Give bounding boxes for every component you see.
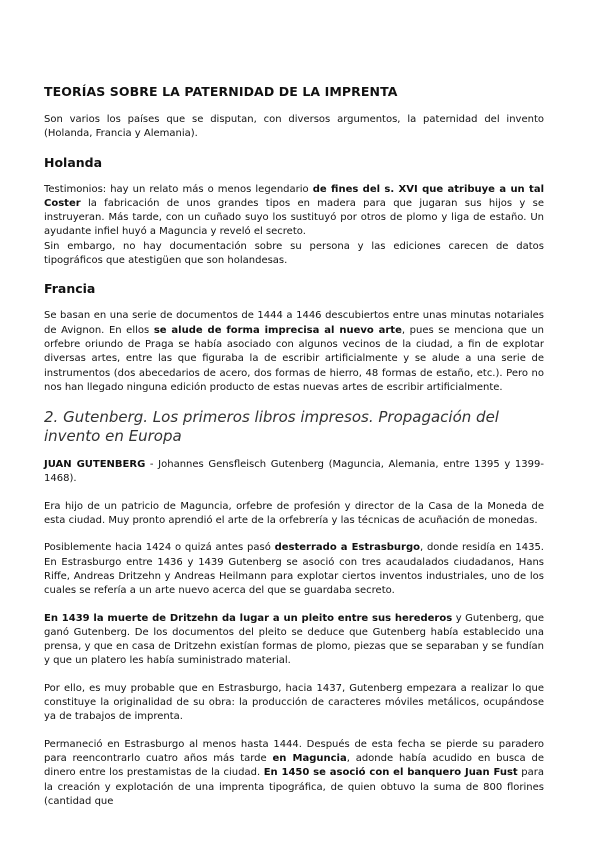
text-run: Testimonios: hay un relato más o menos legendario [44,183,313,195]
text-run: Posiblemente hacia 1424 o quizá antes pasó [44,542,275,554]
francia-paragraph [44,309,544,395]
bold-run: se alude de forma imprecisa al nuevo arte [153,324,402,336]
text-run: , pues se menciona que un orfebre oriundo de Praga se había asociado con algunos vecinos de la ciudad, a fin de explotar diversas artes, entre las que figuraba la de escribir artificialmente y se alude a una serie de instrumentos (dos abecedarios de acero, dos formas de hierro, 48 formas de estaño, etc.). Pero no nos han llegado ninguna edición producto de estas nuevas artes de escribir artificialmente. [44,324,544,393]
gutenberg-paragraph-4 [44,612,544,669]
gutenberg-paragraph-5: Por ello, es muy probable que en Estrasburgo, hacia 1437, Gutenberg empezara a realizar lo que constituye la originalidad de su obra: la producción de caracteres móviles metálicos, ocupándose ya de trabajos de imprenta. [44,682,544,723]
holanda-paragraph-2: Sin embargo, no hay documentación sobre su persona y las ediciones carecen de datos tipográficos que atestigüen que son holandesas. [44,240,544,267]
bold-run: de fines del s. XVI que atribuye a un tal Coster [44,183,545,209]
text-run: - Johannes Gensfleisch Gutenberg (Maguncia, Alemania, entre 1395 y 1399-1468). [44,459,544,485]
document-content [44,84,544,822]
bold-run: En 1439 la muerte de Dritzehn da lugar a un pleito entre sus herederos [44,612,453,624]
text-run: la fabricación de unos grandes tipos en madera para que jugaran sus hijos y se instruyeran. Más tarde, con un cuñado suyo los sustituyó por otros de plomo y liga de estaño. Un ayudante infiel huyó a Maguncia y reveló el secreto. [44,197,544,238]
heading-holanda: Holanda [44,154,103,170]
bold-run: desterrado a Estrasburgo [274,542,421,554]
heading-francia: Francia [44,281,96,297]
gutenberg-paragraph-1 [44,458,544,487]
bold-run: en Maguncia [272,752,347,764]
text-run: y Gutenberg, que ganó Gutenberg. De los documentos del pleito se deduce que Gutenberg había establecido una prensa, y que en casa de Dritzehn existían formas de plomo, piezas que se separaban y se fundían y que un platero les había suministrado material. [44,612,544,667]
bold-run: JUAN GUTENBERG [44,459,146,471]
text-run: , adonde había acudido en busca de dinero entre los prestamistas de la ciudad. [44,752,544,779]
text-run: , donde residía en 1435. En Estrasburgo entre 1436 y 1439 Gutenberg se asoció con tres acaudalados ciudadanos, Hans Riffe, Andreas Dritzehn y Andreas Heilmann para explotar ciertos inventos industriales, uno de los cuales se refería a un arte nuevo acerca del que se guardaba secreto. [44,542,544,597]
bold-run: En 1450 se asoció con el banquero Juan Fust [263,767,518,779]
intro-paragraph: Son varios los países que se disputan, con diversos argumentos, la paternidad del invento (Holanda, Francia y Alemania). [44,114,544,140]
text-run: Se basan en una serie de documentos de 1444 a 1446 descubiertos entre unas minutas notariales de Avignon. En ellos [44,310,544,336]
holanda-paragraph-1 [44,183,544,240]
gutenberg-paragraph-2: Era hijo de un patricio de Maguncia, orfebre de profesión y director de la Casa de la Moneda de esta ciudad. Muy pronto aprendió el arte de la orfebrería y las técnicas de acuñación de monedas. [44,500,544,527]
document-title: TEORÍAS SOBRE LA PATERNIDAD DE LA IMPRENTA [44,84,398,99]
text-run: Permaneció en Estrasburgo al menos hasta 1444. Después de esta fecha se pierde su paradero para reencontrarlo cuatro años más tarde [44,738,544,764]
gutenberg-paragraph-6 [44,738,544,809]
gutenberg-paragraph-3 [44,541,544,598]
text-run: para la creación y explotación de una imprenta tipográfica, de quien obtuvo la suma de 800 florines (cantidad que [44,767,544,807]
section-heading-gutenberg: 2. Gutenberg. Los primeros libros impresos. Propagación del invento en Europa [44,408,499,446]
